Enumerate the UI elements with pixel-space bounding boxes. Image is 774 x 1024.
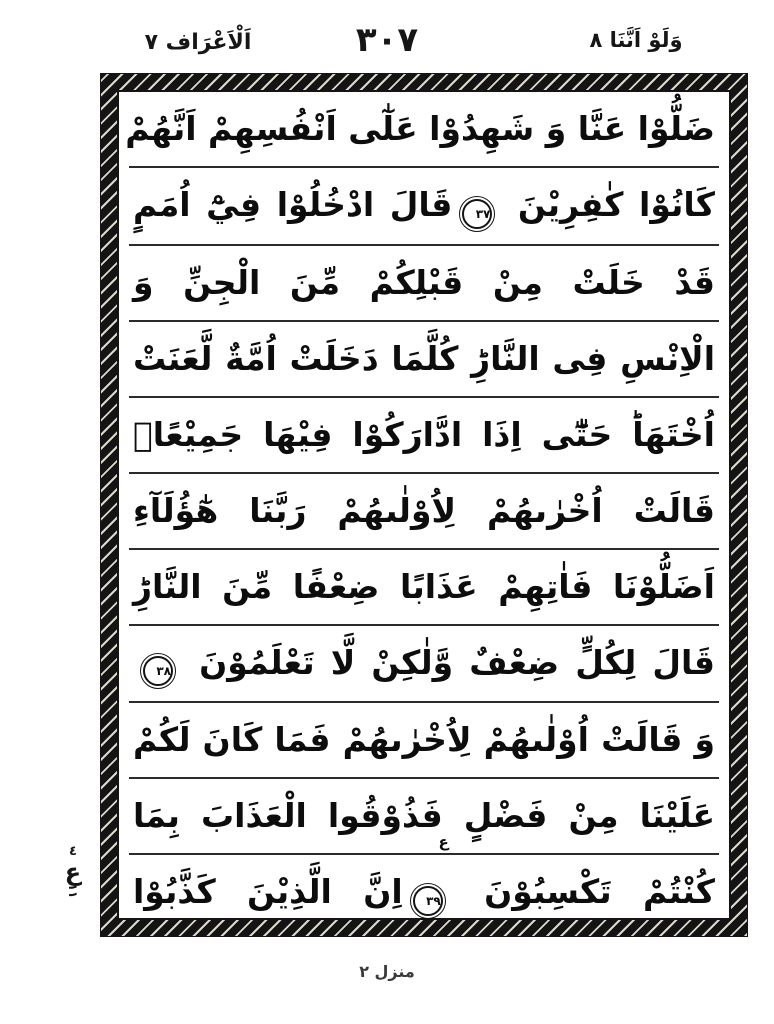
quran-line: [129, 246, 719, 322]
ruku-ain-letter: ع: [64, 858, 82, 886]
ruku-bottom-number: ١١: [66, 883, 80, 899]
quran-text-segment: قَالَتْ اُخْرٰىهُمْ لِاُوْلٰىهُمْ رَبَّنَا هٰٓؤُلَآءِ: [133, 490, 715, 530]
header-page-number: ٣٠٧: [355, 20, 419, 60]
ruku-top-number: ٤: [69, 844, 77, 859]
ayah-marker: [413, 832, 449, 931]
quran-line: [129, 703, 719, 779]
ayah-number: ٣٩: [413, 886, 443, 916]
quran-text-segment: اِنَّ الَّذِيْنَ كَذَّبُوْا: [133, 872, 403, 911]
quran-line: [129, 322, 719, 398]
quran-line: [129, 626, 719, 704]
quran-line: [129, 779, 719, 855]
quran-text-segment: كُنْتُمْ تَكْسِبُوْنَ: [484, 872, 715, 911]
quran-text-segment: وَ قَالَتْ اُوْلٰىهُمْ لِاُخْرٰىهُمْ فَمَا كَانَ لَكُمْ: [133, 720, 715, 759]
ayah-number: ٣٨: [143, 656, 173, 686]
quran-line: [129, 168, 719, 246]
margin-ruku-marker: [56, 845, 90, 897]
ayah-number: ٣٧: [462, 199, 492, 229]
ayah-marker: [462, 170, 492, 244]
quran-text-segment: قَالَ ادْخُلُوْا فِيْٓ اُمَمٍ: [133, 185, 453, 224]
quran-text-segment: اُخْتَهَاؕ حَتّٰٓى اِذَا ادَّارَكُوْا فِيْهَا جَمِيْعًاۙ: [133, 414, 715, 454]
quran-text-segment: كَانُوْا كٰفِرِيْنَ: [517, 185, 715, 224]
quran-text-segment: قَالَ لِكُلٍّ ضِعْفٌ وَّلٰكِنْ لَّا تَعْلَمُوْنَ: [199, 642, 715, 682]
manzil-label: منزل ٢: [359, 962, 415, 981]
decorative-border-frame: [100, 73, 748, 937]
ruku-ain-mark: ع: [438, 832, 449, 851]
header-juz-title: وَلَوْ اَنَّنَا ٨: [589, 28, 683, 52]
quran-text-segment: عَلَيْنَا مِنْ فَضْلٍ فَذُوْقُوا الْعَذَابَ بِمَا: [133, 796, 715, 835]
quran-line: [129, 474, 719, 550]
quran-line: [125, 92, 719, 168]
quran-text-segment: الْاِنْسِ فِى النَّارِؕ كُلَّمَا دَخَلَتْ اُمَّةٌ لَّعَنَتْ: [133, 338, 715, 378]
quran-text-segment: ضَلُّوْا عَنَّا وَ شَهِدُوْا عَلٰٓى اَنْفُسِهِمْ اَنَّهُمْ: [125, 109, 715, 148]
quran-line: [129, 398, 719, 474]
quran-text-segment: قَدْ خَلَتْ مِنْ قَبْلِكُمْ مِّنَ الْجِنِّ وَ: [133, 262, 715, 302]
quran-lines: [117, 90, 731, 920]
header-surah-title: اَلْاَعْرَاف ٧: [144, 30, 252, 55]
quran-line: [129, 832, 719, 931]
quran-line: [129, 550, 719, 626]
ayah-marker: [143, 627, 173, 701]
quran-text-segment: اَضَلُّوْنَا فَاٰتِهِمْ عَذَابًا ضِعْفًا مِّنَ النَّارِؕ: [133, 566, 715, 606]
